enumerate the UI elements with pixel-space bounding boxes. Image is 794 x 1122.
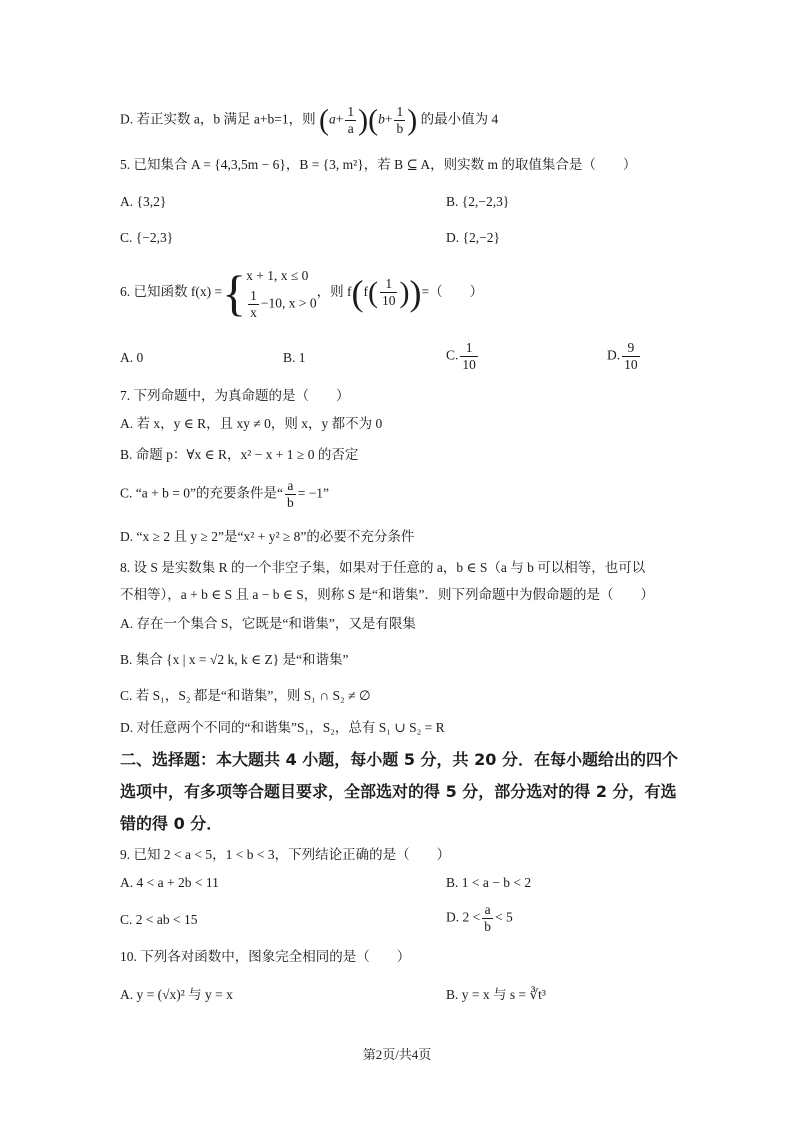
q4-option-d: D. 若正实数 a，b 满足 a+b=1，则 (a+ $\frac{1}{a}$ )(b+ $\frac{1}{b}$ ) 的最小值为 4 bbox=[120, 103, 499, 137]
q6-option-d: D. $\frac{9}{10}$ bbox=[607, 340, 638, 372]
q5-option-a: A. {3,2} bbox=[120, 194, 167, 209]
q9-stem: 9. 已知 2 < a < 5，1 < b < 3，下列结论正确的是（ ） bbox=[120, 847, 451, 862]
q6-piecewise: x + 1, x ≤ 0 $\frac{1}{x}$ −10, x > 0 bbox=[246, 268, 317, 321]
q8-option-c: C. 若 S₁，S₂ 都是“和谐集”，则 S₁ ∩ S₂ ≠ ∅ bbox=[120, 688, 371, 703]
q9-option-b: B. 1 < a − b < 2 bbox=[446, 875, 532, 890]
q8-stem-line-2: 不相等），a + b ∈ S 且 a − b ∈ S，则称 S 是“和谐集”．则下列命题中为假命题的是（ ） bbox=[120, 587, 654, 602]
page-footer: 第2页/共4页 bbox=[362, 1047, 432, 1062]
q5-option-b: B. {2,−2,3} bbox=[446, 194, 510, 209]
section-2-heading: 二、选择题：本大题共 4 小题，每小题 5 分，共 20 分．在每小题给出的四个选项中，有多项等合题目要求，全部选对的得 5 分，部分选对的得 2 分，有选错的得 0 分． bbox=[120, 750, 678, 833]
q7-stem: 7. 下列命题中，为真命题的是（ ） bbox=[120, 388, 350, 403]
q5-stem: 5. 已知集合 A = {4,3,5m − 6}，B = {3, m²}，若 B ⊆ A，则实数 m 的取值集合是（ ） bbox=[120, 157, 637, 172]
q5-option-c: C. {−2,3} bbox=[120, 230, 174, 245]
q9-option-c: C. 2 < ab < 15 bbox=[120, 912, 198, 927]
q10-option-a: A. y = (√x)² 与 y = x bbox=[120, 987, 233, 1002]
q6-option-b: B. 1 bbox=[283, 350, 306, 365]
q4-fraction-2: $\frac{1}{b}$ bbox=[396, 104, 404, 136]
q7-option-d: D. “x ≥ 2 且 y ≥ 2”是“x² + y² ≥ 8”的必要不充分条件 bbox=[120, 529, 415, 544]
q6-stem: 6. 已知函数 f(x) ={ x + 1, x ≤ 0 $\frac{1}{x}$ −10, x > 0 ，则 f(f( $\frac{1}{10}$ ))=（ ） bbox=[120, 264, 484, 321]
q7-option-c: C. “a + b = 0”的充要条件是“ $\frac{a}{b}$ = −1” bbox=[120, 478, 330, 510]
q9-option-d: D. 2 < $\frac{a}{b}$ < 5 bbox=[446, 902, 513, 934]
q8-stem-line-1: 8. 设 S 是实数集 R 的一个非空子集，如果对于任意的 a，b ∈ S（a 与 b 可以相等，也可以 bbox=[120, 560, 646, 575]
q6-option-a: A. 0 bbox=[120, 350, 144, 365]
q10-option-b: B. y = x 与 s = ∛t³ bbox=[446, 987, 546, 1002]
q8-option-b: B. 集合 {x | x = √2 k, k ∈ Z} 是“和谐集” bbox=[120, 652, 349, 667]
q10-stem: 10. 下列各对函数中，图象完全相同的是（ ） bbox=[120, 949, 411, 964]
q7-option-a: A. 若 x，y ∈ R，且 xy ≠ 0，则 x，y 都不为 0 bbox=[120, 416, 383, 431]
q6-argument-fraction: $\frac{1}{10}$ bbox=[381, 276, 396, 309]
q5-option-d: D. {2,−2} bbox=[446, 230, 500, 245]
q7-option-b: B. 命题 p：∀x ∈ R，x² − x + 1 ≥ 0 的否定 bbox=[120, 447, 359, 462]
q6-option-c: C. $\frac{1}{10}$ bbox=[446, 340, 476, 372]
q9-option-a: A. 4 < a + 2b < 11 bbox=[120, 875, 219, 890]
q8-option-d: D. 对任意两个不同的“和谐集”S₁，S₂，总有 S₁ ∪ S₂ = R bbox=[120, 720, 445, 735]
q8-option-a: A. 存在一个集合 S，它既是“和谐集”，又是有限集 bbox=[120, 616, 416, 631]
q4-fraction-1: $\frac{1}{a}$ bbox=[347, 104, 355, 136]
